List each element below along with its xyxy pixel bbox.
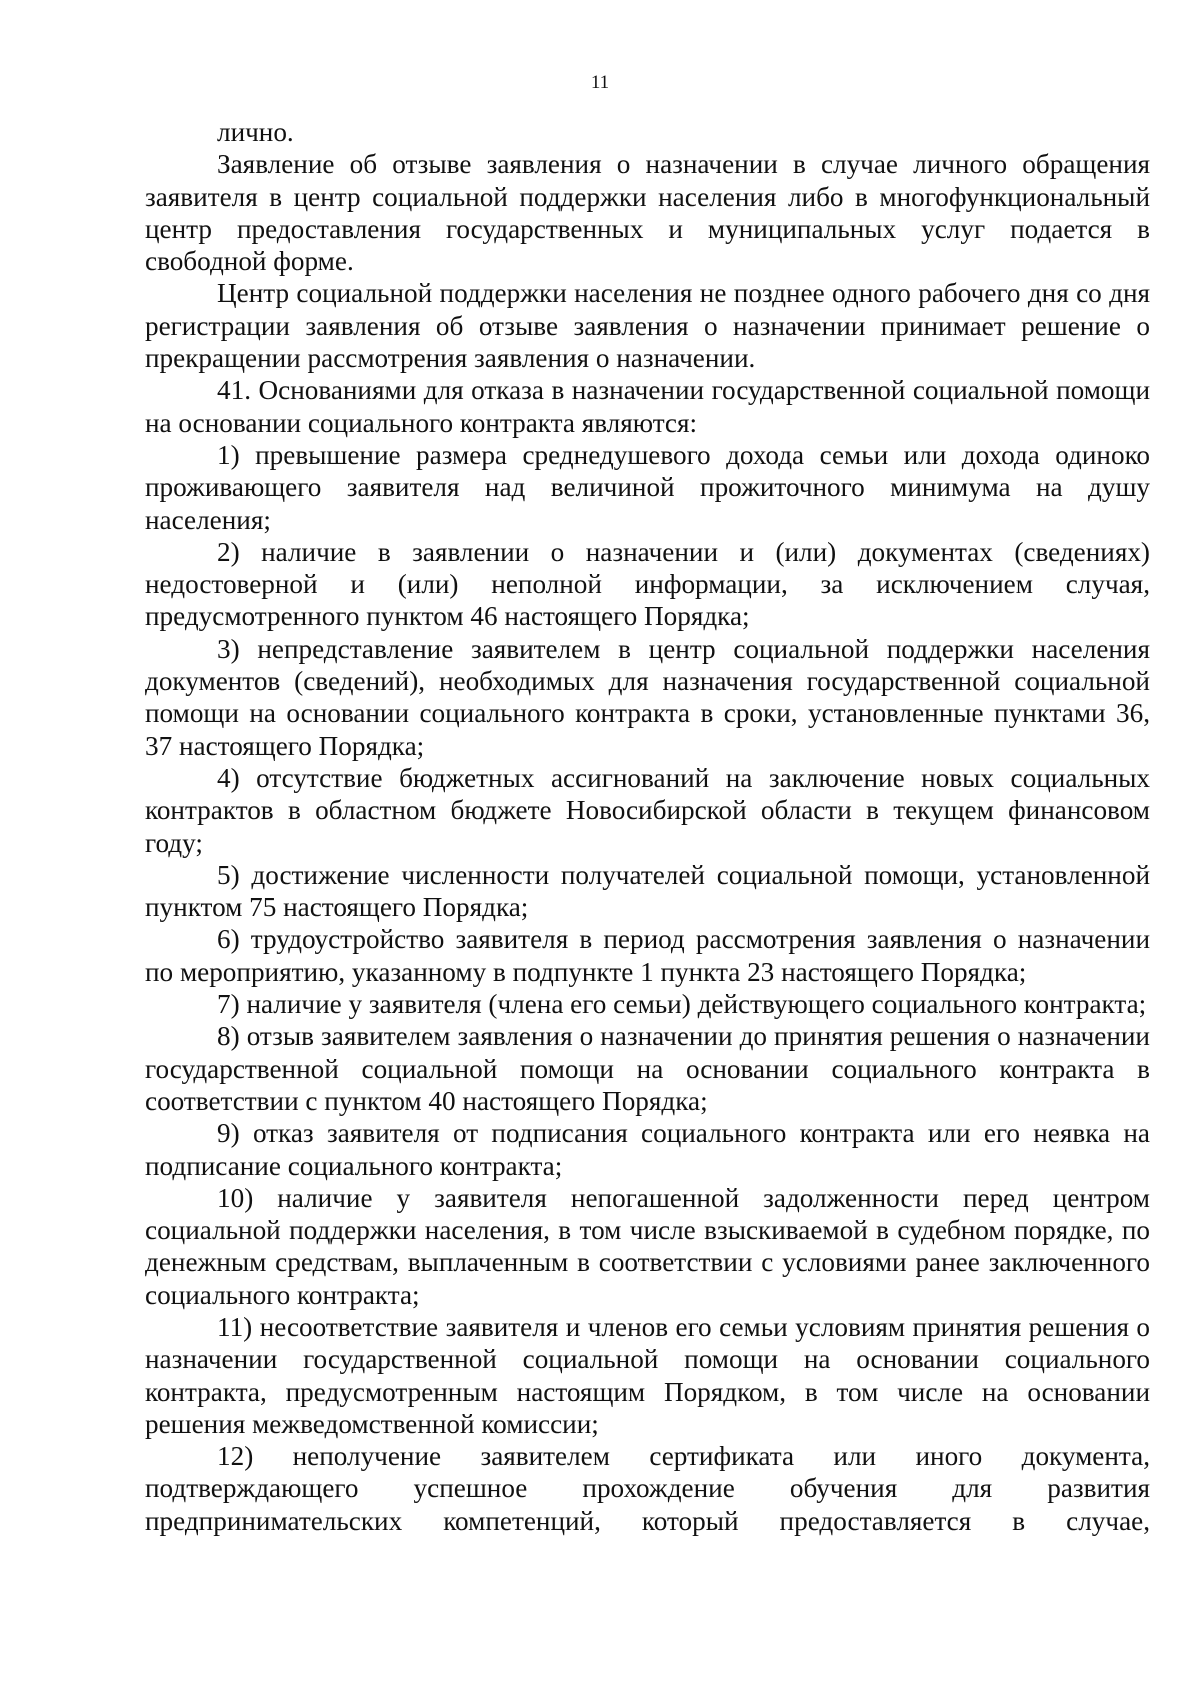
list-item-2: 2) наличие в заявлении о назначении и (или) документах (сведениях) недостоверной и (или) неполной информации, за исключением случая, предусмотренного пунктом 46 настоящего Порядка; — [145, 536, 1150, 632]
list-item-7: 7) наличие у заявителя (члена его семьи) действующего социального контракта; — [217, 989, 1147, 1020]
list-item-11: 11) несоответствие заявителя и членов его семьи условиям принятия решения о назначении государственной социальной помощи на основании социального контракта, предусмотренным настоящим Порядком, в том числе на основании решения межведомственной комиссии; — [145, 1311, 1150, 1439]
list-item-4: 4) отсутствие бюджетных ассигнований на заключение новых социальных контрактов в областном бюджете Новосибирской области в текущем финансовом году; — [145, 762, 1150, 858]
list-item-6: 6) трудоустройство заявителя в период рассмотрения заявления о назначении по мероприятию, указанному в подпункте 1 пункта 23 настоящего Порядка; — [145, 924, 1150, 987]
list-item-5: 5) достижение численности получателей социальной помощи, установленной пунктом 75 настоящего Порядка; — [145, 859, 1150, 923]
paragraph-continuation: лично. — [217, 117, 294, 147]
list-item-9: 9) отказ заявителя от подписания социального контракта или его неявка на подписание социального контракта; — [145, 1118, 1150, 1181]
list-item-8: 8) отзыв заявителем заявления о назначении до принятия решения о назначении государственной социальной помощи на основании социального контракта в соответствии с пунктом 40 настоящего Порядка; — [145, 1021, 1150, 1116]
document-body — [145, 116, 1150, 1537]
list-item-3: 3) непредставление заявителем в центр социальной поддержки населения документов (сведений), необходимых для назначения государственной социальной помощи на основании социального контракта в сроки, установленные пунктами 36, 37 настоящего Порядка; — [145, 633, 1150, 761]
paragraph-withdrawal-form: Заявление об отзыве заявления о назначении в случае личного обращения заявителя в центр социальной поддержки населения либо в многофункциональный центр предоставления государственных и муниципальных услуг подается в свободной форме. — [145, 149, 1150, 277]
list-item-10: 10) наличие у заявителя непогашенной задолженности перед центром социальной поддержки населения, в том числе взыскиваемой в судебном порядке, по денежным средствам, выплаченным в соответствии с условиями ранее заключенного социального контракта; — [145, 1182, 1150, 1310]
page-number: 11 — [590, 72, 610, 93]
list-item-12: 12) неполучение заявителем сертификата или иного документа, подтверждающего успешное прохождение обучения для развития предпринимательских компетенций, который предоставляется в случае, — [145, 1441, 1150, 1536]
paragraph-withdrawal-decision: Центр социальной поддержки населения не позднее одного рабочего дня со дня регистрации заявления об отзыве заявления о назначении принимает решение о прекращении рассмотрения заявления о назначении. — [145, 278, 1150, 374]
list-item-1: 1) превышение размера среднедушевого дохода семьи или дохода одиноко проживающего заявителя над величиной прожиточного минимума на душу населения; — [145, 439, 1150, 535]
paragraph-clause-41: 41. Основаниями для отказа в назначении государственной социальной помощи на основании социального контракта являются: — [145, 375, 1150, 438]
